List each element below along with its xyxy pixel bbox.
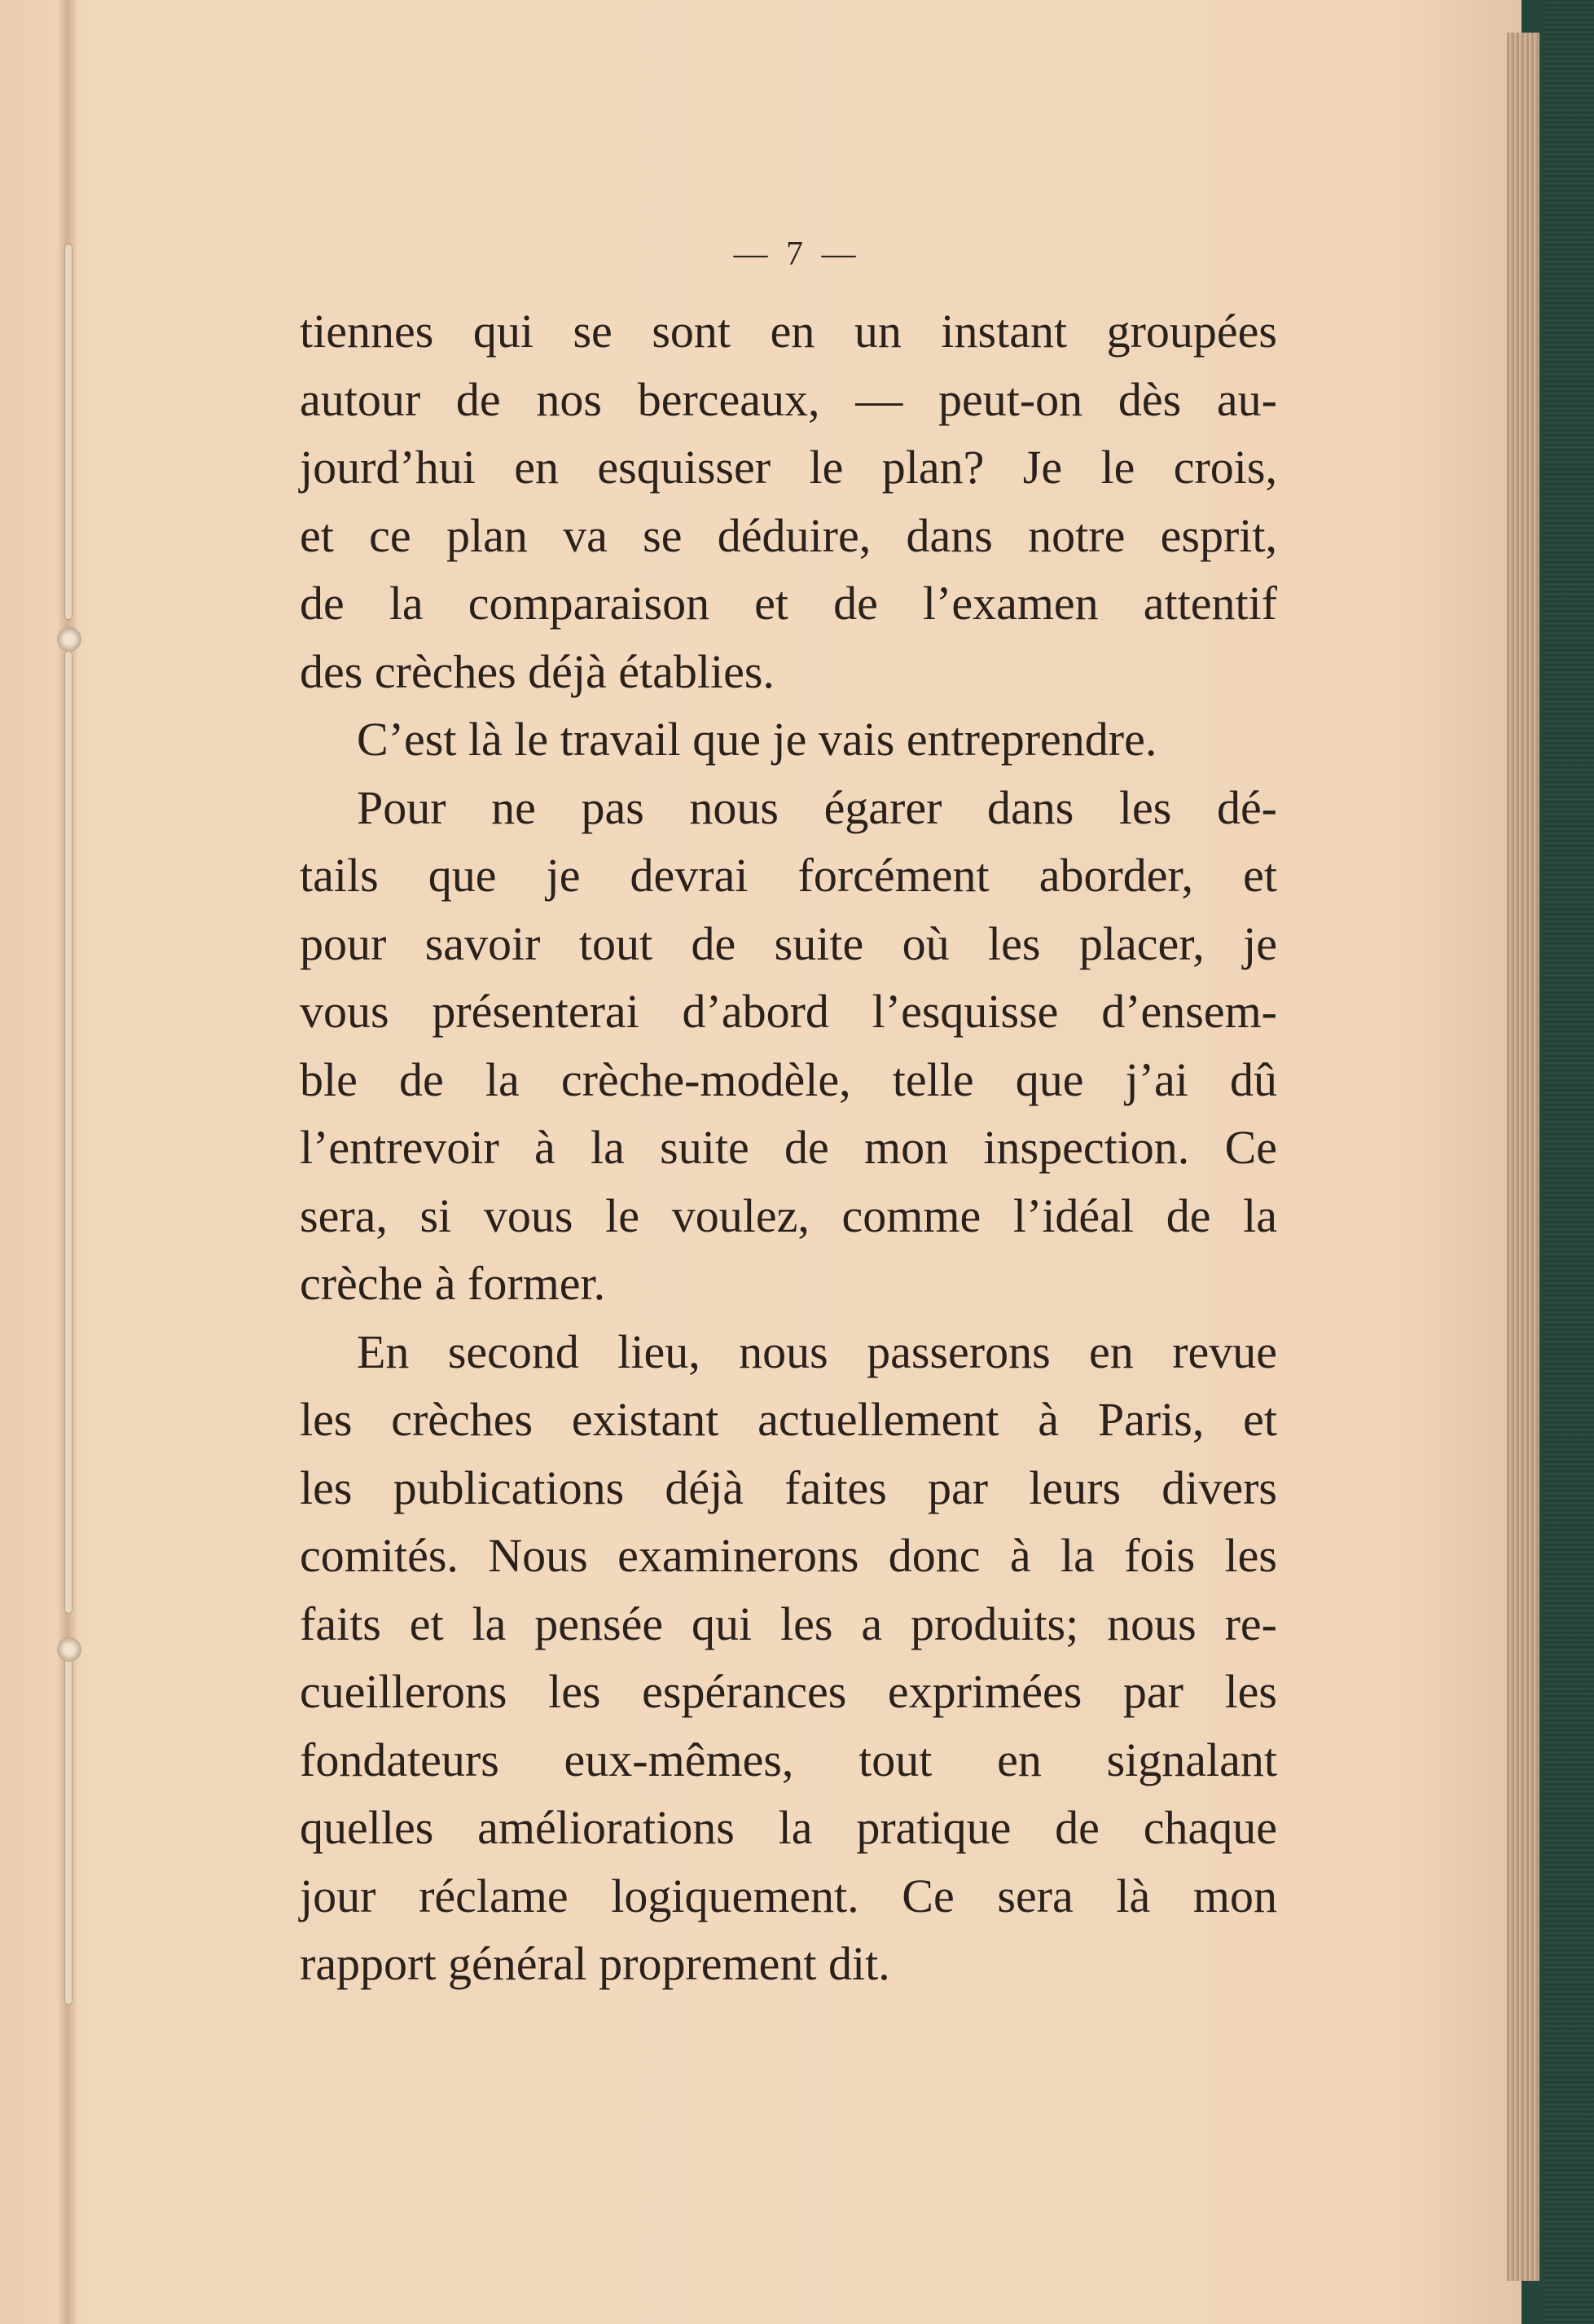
text-line: Pour ne pas nous égarer dans les dé- [357,780,1277,834]
text-line: cueillerons les espérances exprimées par les [300,1665,1277,1718]
text-line: pour savoir tout de suite où les placer, je [300,916,1277,970]
text-line: autour de nos berceaux, — peut-on dès au- [300,372,1277,426]
text-line: l’entrevoir à la suite de mon inspection. Ce [300,1121,1277,1174]
text-line: fondateurs eux-mêmes, tout en signalant [300,1733,1277,1786]
text-line: les crèches existant actuellement à Paris, et [300,1393,1277,1446]
page-number: — 7 — [733,235,861,273]
text-line: jourd’hui en esquisser le plan? Je le crois, [300,441,1277,494]
binding-thread [65,1654,72,2004]
text-line: C’est là le travail que je vais entreprendre. [357,713,1157,766]
binding-knot [57,1637,81,1662]
text-line: de la comparaison et de l’examen attentif [300,577,1277,630]
text-line: crèche à former. [300,1257,606,1310]
text-line: En second lieu, nous passerons en revue [357,1325,1277,1378]
binding-thread [65,244,72,619]
text-line: comités. Nous examinerons donc à la fois les [300,1529,1277,1582]
text-line: ble de la crèche-modèle, telle que j’ai dû [300,1052,1277,1106]
page-edges [1507,33,1539,2281]
text-line: des crèches déjà établies. [300,644,775,698]
text-line: tails que je devrai forcément aborder, et [300,849,1277,902]
body-text [300,297,1277,1998]
text-line: jour réclame logiquement. Ce sera là mon [300,1869,1277,1922]
text-line: quelles améliorations la pratique de chaque [300,1801,1277,1854]
text-line: et ce plan va se déduire, dans notre esprit, [300,508,1277,562]
text-line: vous présenterai d’abord l’esquisse d’ensem- [300,985,1277,1038]
text-line: tiennes qui se sont en un instant groupées [300,305,1277,358]
binding-thread [65,652,72,1613]
binding-knot [57,627,81,652]
text-line: sera, si vous le voulez, comme l’idéal de la [300,1188,1277,1242]
book-cover-edge [1544,0,1594,2324]
text-line: rapport général proprement dit. [300,1937,890,1990]
text-line: faits et la pensée qui les a produits; nous re- [300,1597,1277,1650]
text-line: les publications déjà faites par leurs divers [300,1461,1277,1514]
